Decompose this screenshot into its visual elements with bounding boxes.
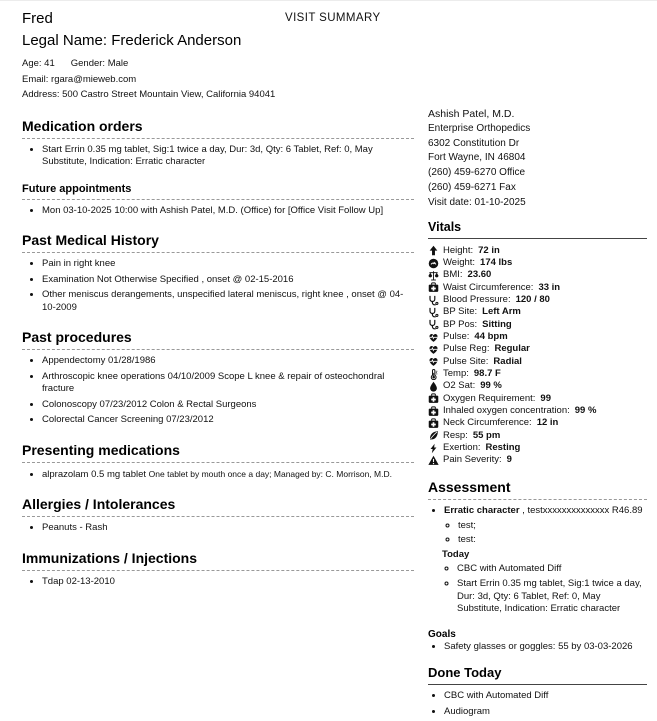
list-item: • Arthroscopic knee operations 04/10/2009 Scope L knee & repair of osteochondral fracture — [42, 371, 414, 396]
section-title-goals: Goals — [428, 629, 456, 641]
assessment-today-label: Today — [442, 548, 470, 560]
done-today-item: • CBC with Automated Diff — [444, 690, 647, 702]
provider-name: Ashish Patel, M.D. — [428, 108, 515, 120]
patient-address: Address: 500 Castro Street Mountain View, California 94041 — [22, 89, 276, 100]
vital-value: 72 in — [478, 244, 500, 256]
heart-pulse-icon — [428, 344, 439, 355]
vital-value: Left Arm — [482, 306, 521, 318]
patient-name: Fred — [22, 10, 53, 27]
list-item: • Colonoscopy 07/23/2012 Colon & Rectal Surgeons — [42, 399, 414, 412]
medication-name: alprazolam 0.5 mg tablet — [42, 468, 147, 480]
vital-value: 9 — [506, 454, 512, 466]
past-procedures-list — [22, 355, 414, 427]
vital-row-bp-pos — [428, 319, 647, 331]
scale-icon — [428, 258, 439, 269]
vitals-list — [428, 245, 647, 467]
vital-value: 44 bpm — [474, 330, 508, 342]
droplet-icon — [428, 381, 439, 392]
vital-row-inhaled-oxygen — [428, 405, 647, 417]
vital-value: Sitting — [482, 318, 512, 330]
vital-label: Pain Severity: — [443, 454, 502, 466]
section-title-assessment: Assessment — [428, 479, 647, 500]
vital-label: Neck Circumference: — [443, 417, 532, 429]
vital-label: Resp: — [443, 429, 468, 441]
list-item — [42, 468, 414, 482]
heart-pulse-icon — [428, 356, 439, 367]
section-title-vitals: Vitals — [428, 220, 647, 239]
assessment-sub-list — [444, 520, 647, 547]
vital-value: Resting — [485, 442, 521, 454]
vital-value: Regular — [494, 343, 530, 355]
leaf-icon — [428, 430, 439, 441]
section-title-medication-orders: Medication orders — [22, 118, 414, 139]
medical-kit-icon — [428, 406, 439, 417]
vital-value: 12 in — [536, 417, 559, 429]
medical-kit-icon — [428, 393, 439, 404]
vital-row-blood-pressure — [428, 294, 647, 306]
list-item: • Tdap 02-13-2010 — [42, 576, 414, 589]
immunizations-list — [22, 576, 414, 589]
done-today-item: • Audiogram — [444, 706, 647, 718]
assessment-list — [428, 505, 647, 615]
goal-item: • Safety glasses or goggles: 55 by 03-03-2026 — [444, 641, 647, 653]
document-title: VISIT SUMMARY — [285, 12, 381, 24]
section-title-immunizations: Immunizations / Injections — [22, 550, 414, 571]
vital-label: Weight: — [443, 256, 476, 268]
vital-row-neck-circumference — [428, 417, 647, 429]
vital-row-temp — [428, 368, 647, 380]
allergies-list — [22, 522, 414, 535]
done-today-list — [428, 690, 647, 718]
medical-kit-icon — [428, 418, 439, 429]
vital-label: Waist Circumference: — [443, 281, 534, 293]
patient-email: Email: rgara@mieweb.com — [22, 73, 137, 85]
right-column — [428, 107, 647, 721]
heart-pulse-icon — [428, 332, 439, 343]
provider-phone-office: (260) 459-6270 Office — [428, 167, 526, 179]
patient-gender: Gender: Male — [70, 58, 129, 69]
assessment-today-list — [444, 563, 647, 615]
vital-value: 33 in — [538, 281, 561, 293]
vital-label: Height: — [443, 244, 474, 256]
section-title-done-today: Done Today — [428, 665, 647, 685]
list-item: • Examination Not Otherwise Specified , onset @ 02-15-2016 — [42, 274, 414, 287]
vital-label: Pulse Reg: — [443, 343, 490, 355]
vital-label: BP Pos: — [443, 318, 478, 330]
section-title-allergies: Allergies / Intolerances — [22, 496, 414, 517]
section-title-past-procedures: Past procedures — [22, 329, 414, 350]
section-title-future-appointments: Future appointments — [22, 183, 414, 200]
stethoscope-icon — [428, 295, 439, 306]
vital-label: BP Site: — [443, 306, 478, 318]
vital-label: Blood Pressure: — [443, 293, 511, 305]
vital-label: BMI: — [443, 269, 463, 281]
list-item: • Peanuts - Rash — [42, 522, 414, 535]
assessment-sub-item: ◦ test: — [458, 534, 647, 546]
stethoscope-icon — [428, 307, 439, 318]
section-title-past-medical-history: Past Medical History — [22, 232, 414, 253]
vital-value: Radial — [493, 355, 522, 367]
vital-value: 99 % — [480, 380, 502, 392]
vital-row-waist-circumference — [428, 282, 647, 294]
balance-scale-icon — [428, 270, 439, 281]
assessment-today-item: ◦ Start Errin 0.35 mg tablet, Sig:1 twice a day, Dur: 3d, Qty: 6 Tablet, Ref: 0, May Substitute, Indication: Erratic character — [457, 578, 647, 615]
vital-label: Pulse Site: — [443, 355, 489, 367]
future-appointments-list — [22, 205, 414, 218]
vital-row-o2-sat — [428, 380, 647, 392]
patient-legal-name: Legal Name: Frederick Anderson — [22, 32, 242, 49]
assessment-diagnosis-detail: , testxxxxxxxxxxxxxx R46.89 — [519, 504, 643, 516]
assessment-diagnosis: Erratic character — [444, 504, 520, 516]
vital-label: Oxygen Requirement: — [443, 392, 536, 404]
vital-row-weight — [428, 257, 647, 269]
vital-value: 23.60 — [467, 269, 492, 281]
vital-row-oxygen-requirement — [428, 393, 647, 405]
stethoscope-icon — [428, 319, 439, 330]
patient-age: Age: 41 — [22, 58, 55, 69]
presenting-medications-list — [22, 468, 414, 482]
assessment-sub-item: ◦ test; — [458, 520, 647, 532]
goals-list — [428, 641, 647, 653]
left-column — [22, 10, 414, 591]
list-item: • Other meniscus derangements, unspecified lateral meniscus, right knee , onset @ 04-10-2009 — [42, 289, 414, 314]
past-medical-history-list — [22, 258, 414, 314]
list-item: • Pain in right knee — [42, 258, 414, 271]
assessment-item — [444, 505, 647, 615]
medication-sig-detail: One tablet by mouth once a day; Managed by: C. Morrison, M.D. — [148, 468, 392, 479]
vital-row-bp-site — [428, 306, 647, 318]
visit-date: Visit date: 01-10-2025 — [428, 196, 526, 208]
vital-row-bmi — [428, 269, 647, 281]
provider-address-line2: Fort Wayne, IN 46804 — [428, 152, 526, 164]
provider-address-line1: 6302 Constitution Dr — [428, 137, 520, 149]
vital-label: O2 Sat: — [443, 380, 476, 392]
vital-label: Temp: — [443, 368, 469, 380]
list-item: • Colorectal Cancer Screening 07/23/2012 — [42, 414, 414, 427]
provider-phone-fax: (260) 459-6271 Fax — [428, 181, 516, 193]
vital-row-resp — [428, 430, 647, 442]
vital-label: Exertion: — [443, 442, 481, 454]
vital-value: 99 — [540, 392, 551, 404]
vital-row-pulse — [428, 331, 647, 343]
lightning-bolt-icon — [428, 443, 439, 454]
vital-row-pulse-site — [428, 356, 647, 368]
vital-value: 55 pm — [472, 429, 501, 441]
provider-organization: Enterprise Orthopedics — [428, 122, 531, 134]
medical-kit-icon — [428, 282, 439, 293]
thermometer-icon — [428, 369, 439, 380]
vital-value: 120 / 80 — [515, 293, 550, 305]
vital-value: 98.7 F — [473, 368, 501, 380]
vital-row-pain-severity — [428, 454, 647, 466]
list-item: • Appendectomy 01/28/1986 — [42, 355, 414, 368]
vital-label: Pulse: — [443, 330, 470, 342]
section-title-presenting-medications: Presenting medications — [22, 442, 414, 463]
arrow-up-icon — [428, 245, 439, 256]
list-item: • Mon 03-10-2025 10:00 with Ashish Patel, M.D. (Office) for [Office Visit Follow Up] — [42, 205, 414, 218]
patient-age-gender — [22, 56, 414, 72]
warning-triangle-icon — [428, 455, 439, 466]
vital-row-exertion — [428, 442, 647, 454]
vital-label: Inhaled oxygen concentration: — [443, 405, 570, 417]
medication-orders-list — [22, 144, 414, 169]
vital-row-pulse-reg — [428, 343, 647, 355]
assessment-today-item: ◦ CBC with Automated Diff — [457, 563, 647, 575]
vital-row-height — [428, 245, 647, 257]
vital-value: 174 lbs — [480, 256, 513, 268]
vital-value: 99 % — [574, 405, 597, 417]
list-item: • Start Errin 0.35 mg tablet, Sig:1 twice a day, Dur: 3d, Qty: 6 Tablet, Ref: 0, May Substitute, Indication: Erratic character — [42, 144, 414, 169]
